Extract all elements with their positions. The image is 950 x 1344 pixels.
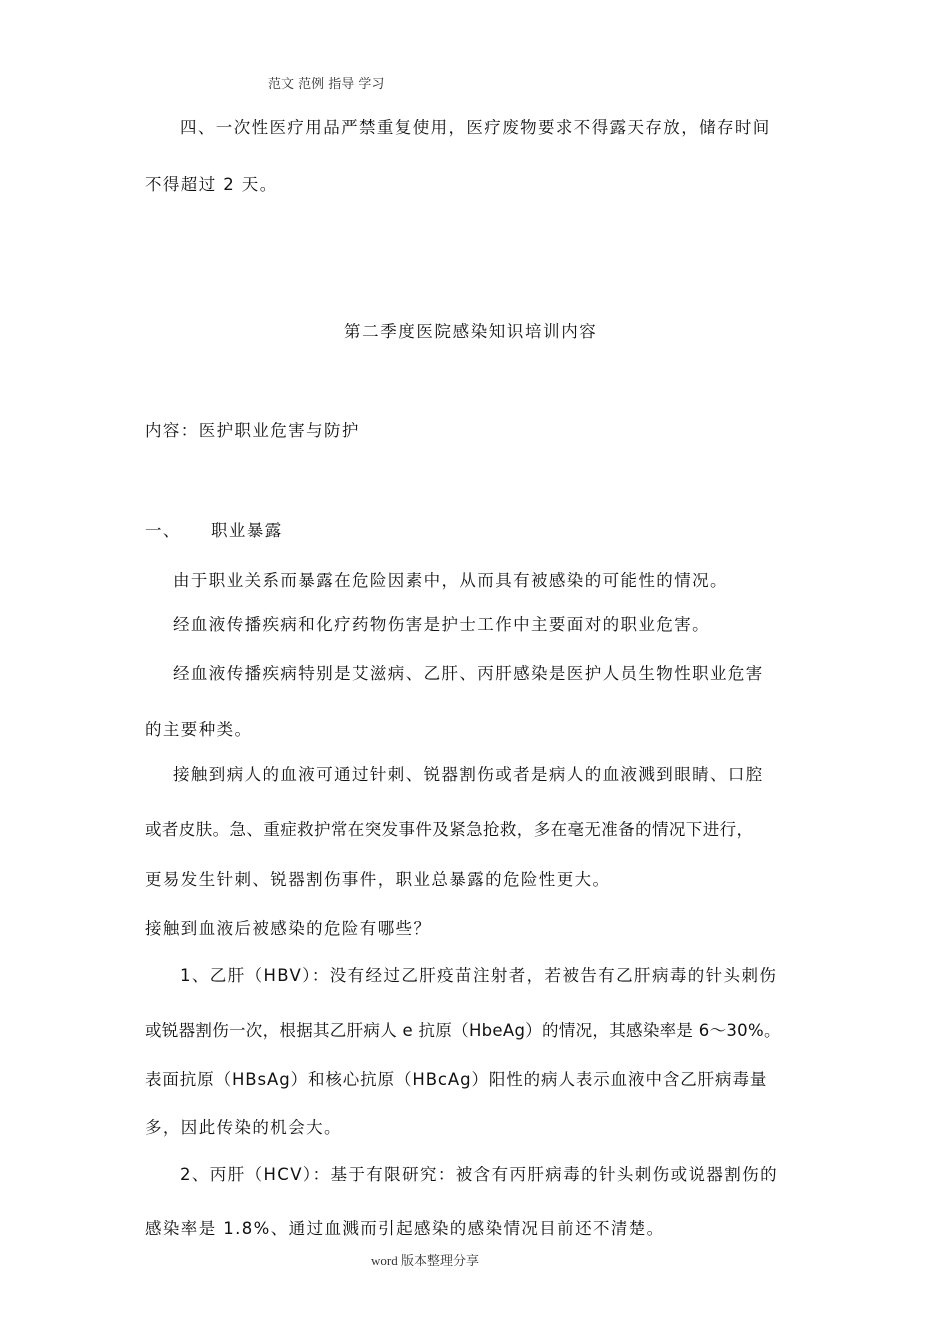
question-line: 接触到血液后被感染的危险有哪些？ — [145, 919, 432, 938]
paragraph-line: 1、乙肝（HBV）：没有经过乙肝疫苗注射者，若被告有乙肝病毒的针头刺伤 — [180, 966, 778, 985]
page-header: 范文 范例 指导 学习 — [268, 77, 385, 92]
paragraph-line: 或锐器割伤一次，根据其乙肝病人 e 抗原（HbeAg）的情况，其感染率是 6～30%。 — [145, 1021, 781, 1040]
paragraph-line: 由于职业关系而暴露在危险因素中，从而具有被感染的可能性的情况。 — [173, 571, 728, 590]
section-number: 一、 — [145, 521, 181, 540]
page-footer: word 版本整理分享 — [371, 1253, 479, 1268]
document-title: 第二季度医院感染知识培训内容 — [344, 322, 598, 341]
paragraph-line: 2、丙肝（HCV）：基于有限研究：被含有丙肝病毒的针头刺伤或说器割伤的 — [180, 1165, 778, 1184]
content-line: 内容：医护职业危害与防护 — [145, 421, 360, 440]
paragraph-line: 多，因此传染的机会大。 — [145, 1118, 342, 1137]
paragraph-line: 经血液传播疾病和化疗药物伤害是护士工作中主要面对的职业危害。 — [173, 615, 710, 634]
paragraph-line: 四、一次性医疗用品严禁重复使用，医疗废物要求不得露天存放，储存时间 — [180, 118, 771, 137]
paragraph-line: 的主要种类。 — [145, 720, 253, 739]
paragraph-line: 或者皮肤。急、重症救护常在突发事件及紧急抢救，多在毫无准备的情况下进行， — [145, 820, 754, 839]
paragraph-line: 更易发生针刺、锐器割伤事件，职业总暴露的危险性更大。 — [145, 870, 611, 889]
paragraph-line: 接触到病人的血液可通过针刺、锐器割伤或者是病人的血液溅到眼睛、口腔 — [173, 765, 764, 784]
paragraph-line: 表面抗原（HBsAg）和核心抗原（HBcAg）阳性的病人表示血液中含乙肝病毒量 — [145, 1070, 768, 1089]
section-heading: 职业暴露 — [211, 521, 283, 540]
paragraph-line: 不得超过 2 天。 — [145, 175, 278, 194]
paragraph-line: 感染率是 1.8%、通过血溅而引起感染的感染情况目前还不清楚。 — [145, 1219, 665, 1238]
paragraph-line: 经血液传播疾病特别是艾滋病、乙肝、丙肝感染是医护人员生物性职业危害 — [173, 664, 764, 683]
